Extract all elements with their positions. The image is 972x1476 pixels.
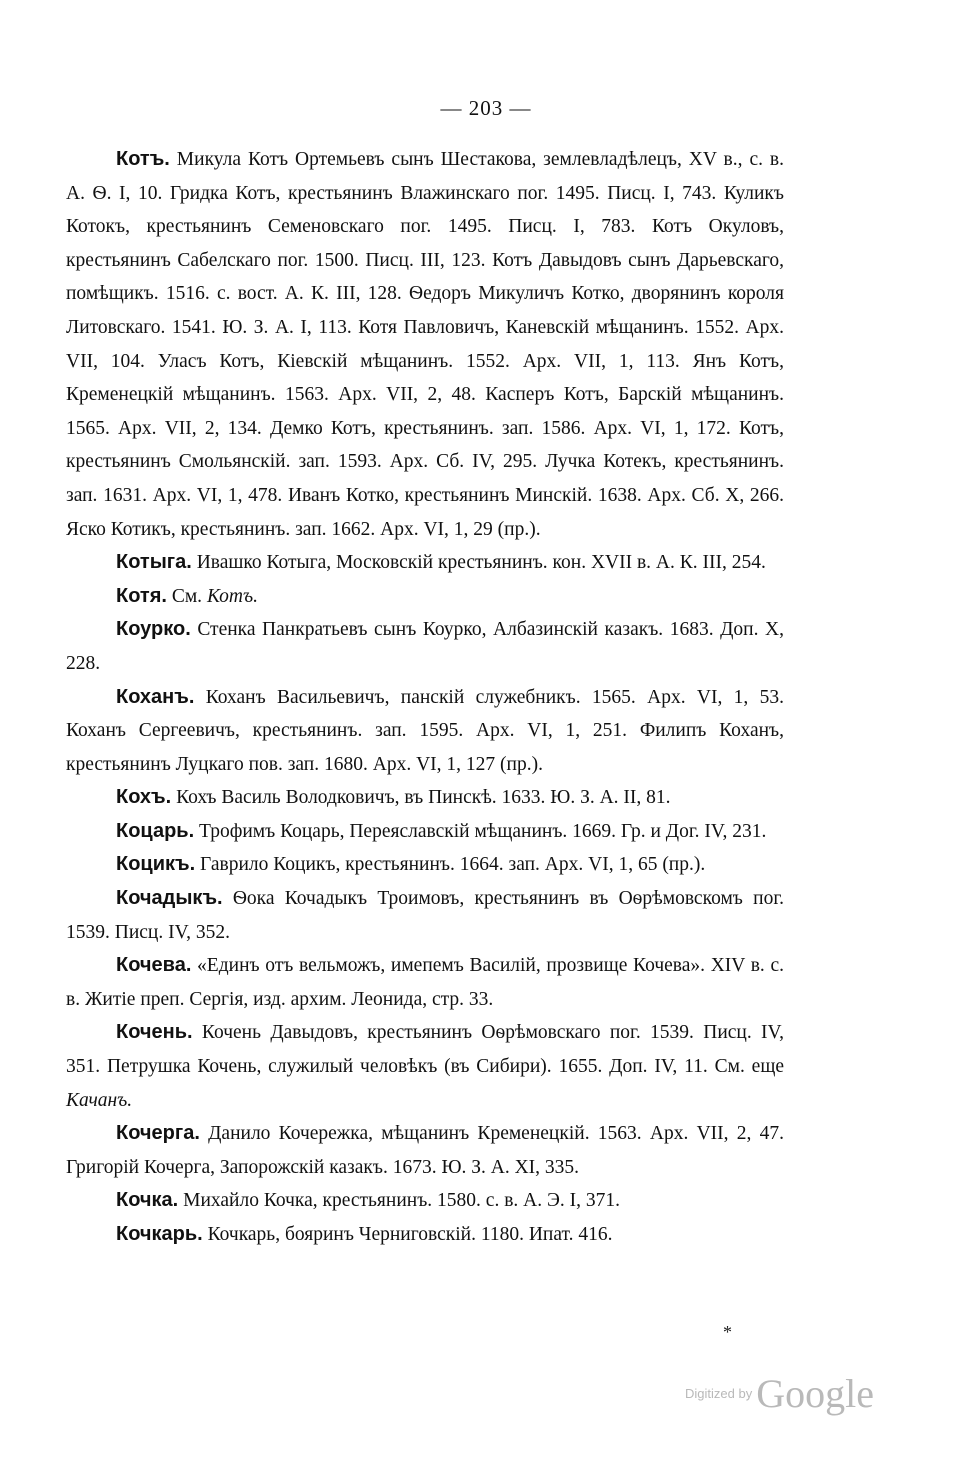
entry-text: Данило Кочережка, мѣщанинъ Кременецкій. 1563. Арх. VII, 2, 47. Григорій Кочерга, Запорожскій казакъ. 1673. Ю. З. А. XI, 335. xyxy=(66,1123,784,1178)
entry-kokh xyxy=(66,781,784,815)
entry-headword: Кочень. xyxy=(116,1021,193,1044)
entry-text: См. xyxy=(166,585,207,607)
entry-headword: Котя. xyxy=(116,584,167,607)
entry-text: Трофимъ Коцарь, Переяславскій мѣщанинъ. 1669. Гр. и Дог. IV, 231. xyxy=(194,820,767,842)
entry-kot xyxy=(66,143,784,546)
entry-headword: Кочкарь. xyxy=(116,1223,203,1245)
entry-headword: Котыга. xyxy=(116,551,192,574)
watermark-prefix: Digitized by xyxy=(685,1386,753,1401)
entry-kotsar xyxy=(66,815,784,849)
entry-text: Стенка Панкратьевъ сынъ Коурко, Албазинскій казакъ. 1683. Доп. X, 228. xyxy=(66,619,784,674)
entry-headword: Коурко. xyxy=(116,618,191,641)
entry-crossref: Котъ. xyxy=(206,585,258,607)
entry-kourko xyxy=(66,613,784,680)
entry-kocheva xyxy=(66,949,784,1016)
entry-kochkar xyxy=(66,1218,784,1252)
dictionary-entries xyxy=(66,143,784,1252)
entry-headword: Котъ. xyxy=(116,148,170,170)
entry-crossref: Качанъ. xyxy=(66,1089,133,1111)
entry-kotyga xyxy=(66,546,784,580)
entry-headword: Коцарь. xyxy=(116,819,195,842)
entry-kocherga xyxy=(66,1117,784,1184)
page-number: — 203 — xyxy=(440,96,532,120)
entry-kochka xyxy=(66,1184,784,1218)
entry-text: Коханъ Васильевичъ, панскій служебникъ. 1565. Арх. VI, 1, 53. Коханъ Сергеевичъ, крестьянинъ. зап. 1595. Арх. VI, 1, 251. Филипъ Коханъ, крестьянинъ Луцкаго пов. зап. 1680. Арх. VI, 1, 127 (пр.). xyxy=(66,686,784,775)
entry-text: Гаврило Коцикъ, крестьянинъ. 1664. зап. Арх. VI, 1, 65 (пр.). xyxy=(195,854,706,876)
entry-headword: Кочка. xyxy=(116,1189,179,1212)
entry-text: Ѳока Кочадыкъ Троимовъ, крестьянинъ въ Оѳрѣмовскомъ пог. 1539. Писц. IV, 352. xyxy=(66,888,784,943)
entry-text: Микула Котъ Ортемьевъ сынъ Шестакова, землевладѣлецъ, XV в., с. в. А. Ѳ. I, 10. Гридка Котъ, крестьянинъ Влажинскаго пог. 1495. Писц. I, 743. Куликъ Котокъ, крестьянинъ Семеновскаго пог. 1495. Писц. I, 783. Котъ Окуловъ, крестьянинъ Сабелскаго пог. 1500. Писц. III, 123. Котъ Давыдовъ сынъ Дарьевскаго, помѣщикъ. 1516. с. вост. А. К. III, 128. Ѳедоръ Микуличъ Котко, дворянинъ короля Литовскаго. 1541. Ю. З. А. I, 113. Котя Павловичъ, Каневскій мѣщанинъ. 1552. Арх. VII, 104. Уласъ Котъ, Кіевскій мѣщанинъ. 1552. Арх. VII, 1, 113. Янъ Котъ, Кременецкій мѣщанинъ. 1563. Арх. VII, 2, 48. Касперъ Котъ, Барскій мѣщанинъ. 1565. Арх. VII, 2, 134. Демко Котъ, крестьянинъ. зап. 1586. Арх. VI, 1, 172. Котъ, крестьянинъ Смольянскій. зап. 1593. Арх. Сб. IV, 295. Лучка Котекъ, крестьянинъ. зап. 1631. Арх. VI, 1, 478. Иванъ Котко, крестьянинъ Минскій. 1638. Арх. Сб. X, 266. Яско Котикъ, крестьянинъ. зап. 1662. Арх. VI, 1, 29 (пр.). xyxy=(66,149,784,540)
entry-headword: Кохъ. xyxy=(116,786,172,809)
entry-headword: Кочадыкъ. xyxy=(116,887,223,910)
asterisk-mark: * xyxy=(723,1322,732,1342)
entry-text: Ивашко Котыга, Московскій крестьянинъ. кон. XVII в. А. К. III, 254. xyxy=(191,552,766,574)
entry-text: Кохъ Василь Володковичъ, въ Пинскѣ. 1633. Ю. З. А. II, 81. xyxy=(171,787,671,809)
google-watermark xyxy=(685,1370,874,1417)
entry-kochadyk xyxy=(66,882,784,949)
entry-headword: Коханъ. xyxy=(116,685,195,708)
entry-kotsik xyxy=(66,848,784,882)
entry-kochen xyxy=(66,1016,784,1117)
entry-text: Кочкарь, бояринъ Черниговскій. 1180. Ипат. 416. xyxy=(202,1224,613,1245)
entry-text: Михайло Кочка, крестьянинъ. 1580. с. в. А. Э. I, 371. xyxy=(178,1190,620,1212)
entry-headword: Кочерга. xyxy=(116,1122,200,1145)
entry-kotya xyxy=(66,580,784,614)
entry-text: «Единъ отъ вельможъ, имепемъ Василій, прозвище Кочева». XIV в. с. в. Житіе преп. Сергія, изд. архим. Леонида, стр. 33. xyxy=(66,955,784,1010)
entry-kokhan xyxy=(66,681,784,782)
entry-text: Кочень Давыдовъ, крестьянинъ Оѳрѣмовскаго пог. 1539. Писц. IV, 351. Петрушка Кочень, служилый человѣкъ (въ Сибири). 1655. Доп. IV, 11. См. еще xyxy=(66,1022,784,1078)
entry-headword: Коцикъ. xyxy=(116,853,196,876)
entry-headword: Кочева. xyxy=(116,954,192,977)
google-logo: Google xyxy=(756,1371,874,1416)
